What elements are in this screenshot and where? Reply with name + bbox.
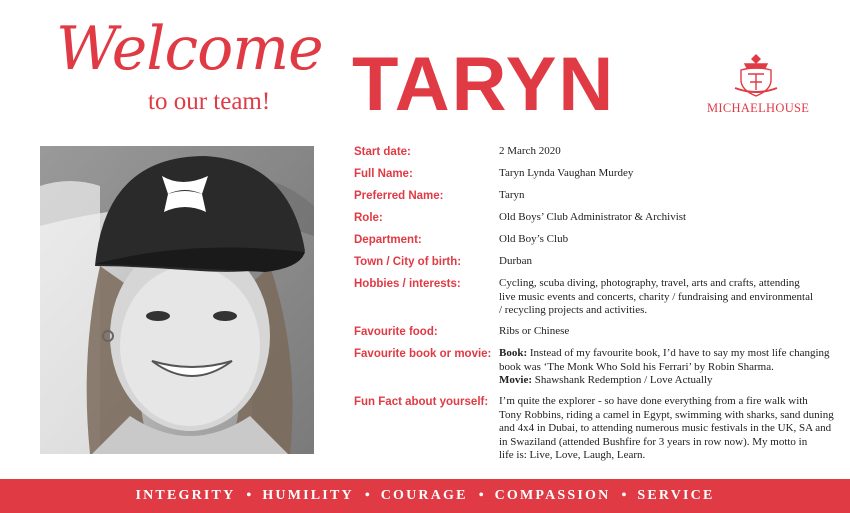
full-name-label: Full Name: xyxy=(354,168,413,180)
start-date-value: 2 March 2020 xyxy=(499,145,561,157)
role-label: Role: xyxy=(354,212,383,224)
birthplace-label: Town / City of birth: xyxy=(354,256,462,268)
book-movie-value xyxy=(499,347,839,388)
separator-dot: • xyxy=(364,488,370,503)
book-line: book was ‘The Monk Who Sold his Ferrari’ by Robin Sharma. xyxy=(499,360,774,373)
separator-dot: • xyxy=(621,488,627,503)
value-compassion: COMPASSION xyxy=(494,488,611,503)
welcome-subtitle: to our team! xyxy=(148,88,271,115)
value-service: SERVICE xyxy=(637,488,715,503)
book-label: Book: xyxy=(499,347,528,359)
fun-fact-line: I’m quite the explorer - so have done everything from a fire walk with xyxy=(499,395,808,407)
movie-text: Shawshank Redemption / Love Actually xyxy=(534,374,713,386)
birthplace-value: Durban xyxy=(499,255,532,267)
hobbies-value xyxy=(499,277,839,318)
movie-label: Movie: xyxy=(499,374,532,386)
fun-fact-line: in Swaziland (attended Bushfire for 3 years in row now). My motto in xyxy=(499,435,808,448)
fun-fact-label: Fun Fact about yourself: xyxy=(354,396,489,408)
fun-fact-line: and 4x4 in Dubai, to attending numerous music festivals in the UK, SA and xyxy=(499,422,832,434)
welcome-heading: Welcome xyxy=(56,14,323,84)
fun-fact-line: life is: Live, Love, Laugh, Learn. xyxy=(499,449,646,461)
department-value: Old Boy’s Club xyxy=(499,233,569,245)
department-label: Department: xyxy=(354,234,422,246)
values-footer xyxy=(0,479,850,513)
hobbies-line: / recycling projects and activities. xyxy=(499,304,648,316)
value-integrity: INTEGRITY xyxy=(135,488,236,503)
hobbies-line: live music events and concerts, charity / fundraising and environmental xyxy=(499,290,814,303)
fun-fact-line: Tony Robbins, riding a camel in Egypt, swimming with sharks, sand duning xyxy=(499,408,834,421)
hobbies-label: Hobbies / interests: xyxy=(354,278,461,290)
value-courage: COURAGE xyxy=(380,488,468,503)
school-crest-icon xyxy=(731,52,781,100)
favourite-food-value: Ribs or Chinese xyxy=(499,325,570,337)
favourite-food-label: Favourite food: xyxy=(354,326,438,338)
role-value: Old Boys’ Club Administrator & Archivist xyxy=(499,211,687,223)
employee-name: TARYN xyxy=(352,42,616,127)
start-date-label: Start date: xyxy=(354,146,411,158)
separator-dot: • xyxy=(246,488,252,503)
book-movie-label: Favourite book or movie: xyxy=(354,348,492,360)
value-humility: HUMILITY xyxy=(262,488,354,503)
school-name: MICHAELHOUSE xyxy=(707,101,810,115)
movie-line xyxy=(499,374,839,388)
book-line xyxy=(499,347,839,361)
hobbies-line: Cycling, scuba diving, photography, travel, arts and crafts, attending xyxy=(499,277,800,289)
fun-fact-value xyxy=(499,395,839,463)
preferred-name-label: Preferred Name: xyxy=(354,190,444,202)
separator-dot: • xyxy=(478,488,484,503)
full-name-value: Taryn Lynda Vaughan Murdey xyxy=(499,167,634,179)
preferred-name-value: Taryn xyxy=(499,189,525,201)
profile-photo xyxy=(40,146,314,454)
book-text: Instead of my favourite book, I’d have to say my most life changing xyxy=(529,347,830,359)
